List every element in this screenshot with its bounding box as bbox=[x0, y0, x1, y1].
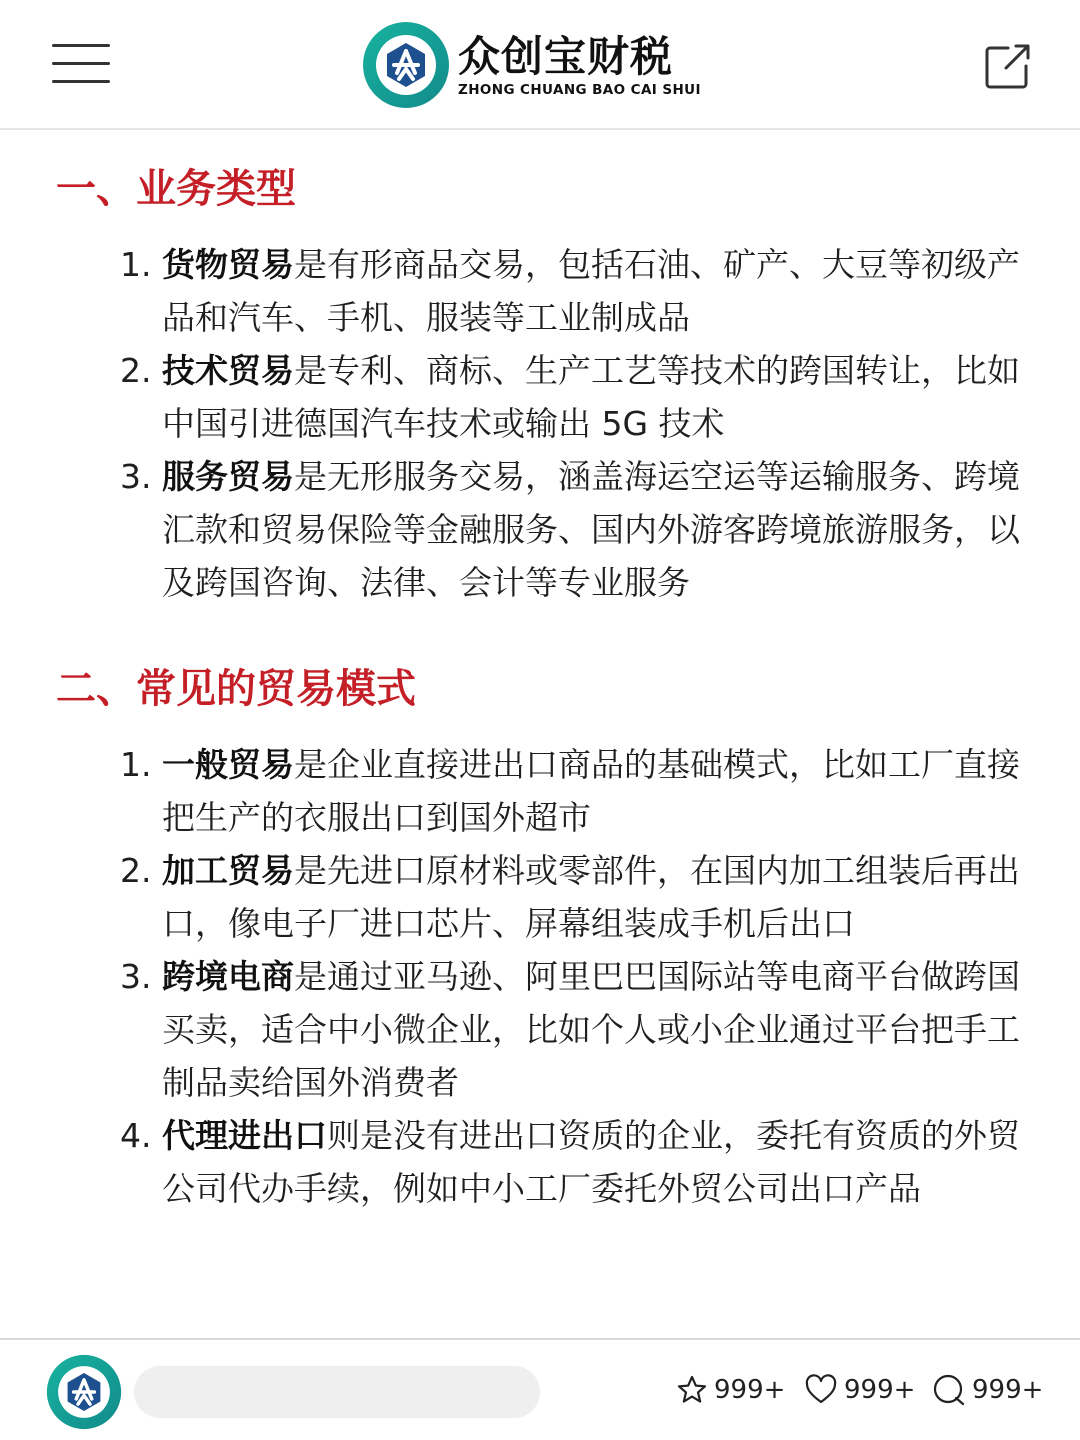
list-item-text: 是专利、商标、生产工艺等技术的跨国转让，比如中国引进德国汽车技术或输出 5G 技术 bbox=[162, 351, 1020, 443]
list-item-text: 是无形服务交易，涵盖海运空运等运输服务、跨境汇款和贸易保险等金融服务、国内外游客跨境旅游服务，以及跨国咨询、法律、会计等专业服务 bbox=[162, 457, 1020, 602]
list-item bbox=[120, 344, 1030, 450]
brand-name-cn: 众创宝财税 bbox=[458, 32, 674, 81]
comment-count: 999+ bbox=[972, 1375, 1044, 1405]
list-item-term: 加工贸易 bbox=[162, 851, 294, 890]
list-item-number: 2. bbox=[120, 851, 152, 890]
section-title-trade-modes: 二、常见的贸易模式 bbox=[56, 666, 416, 712]
list-item-number: 1. bbox=[120, 745, 152, 784]
brand-logo-mark-icon bbox=[362, 21, 450, 109]
business-types-list bbox=[120, 238, 1030, 609]
list-item-number: 3. bbox=[120, 957, 152, 996]
list-item-number: 3. bbox=[120, 457, 152, 496]
list-item-text: 则是没有进出口资质的企业，委托有资质的外贸公司代办手续，例如中小工厂委托外贸公司出口产品 bbox=[162, 1116, 1020, 1208]
comment-button[interactable] bbox=[932, 1370, 1043, 1410]
comment-input[interactable] bbox=[134, 1366, 540, 1418]
list-item-number: 2. bbox=[120, 351, 152, 390]
list-item bbox=[120, 738, 1030, 844]
list-item-text: 是先进口原材料或零部件，在国内加工组装后再出口，像电子厂进口芯片、屏幕组装成手机后出口 bbox=[162, 851, 1020, 943]
list-item-text: 是企业直接进出口商品的基础模式，比如工厂直接把生产的衣服出口到国外超市 bbox=[162, 745, 1020, 837]
heart-icon bbox=[804, 1374, 838, 1406]
menu-icon[interactable] bbox=[52, 44, 110, 84]
list-item bbox=[120, 450, 1030, 609]
avatar[interactable] bbox=[46, 1354, 122, 1430]
list-item-number: 4. bbox=[120, 1116, 152, 1155]
list-item-term: 跨境电商 bbox=[162, 957, 294, 996]
top-bar bbox=[0, 0, 1080, 130]
brand-name-en: ZHONG CHUANG BAO CAI SHUI bbox=[458, 82, 701, 98]
list-item-number: 1. bbox=[120, 245, 152, 284]
favorite-button[interactable] bbox=[676, 1370, 785, 1410]
trade-modes-list bbox=[120, 738, 1030, 1215]
brand-logo bbox=[362, 20, 701, 110]
list-item-term: 一般贸易 bbox=[162, 745, 294, 784]
list-item-text: 是通过亚马逊、阿里巴巴国际站等电商平台做跨国买卖，适合中小微企业，比如个人或小企业通过平台把手工制品卖给国外消费者 bbox=[162, 957, 1020, 1102]
list-item-term: 服务贸易 bbox=[162, 457, 294, 496]
section-title-business-types: 一、业务类型 bbox=[56, 166, 296, 212]
list-item bbox=[120, 238, 1030, 344]
bottom-action-bar bbox=[0, 1338, 1080, 1440]
list-item bbox=[120, 1109, 1030, 1215]
like-count: 999+ bbox=[844, 1375, 916, 1405]
list-item-text: 是有形商品交易，包括石油、矿产、大豆等初级产品和汽车、手机、服装等工业制成品 bbox=[162, 245, 1020, 337]
list-item-term: 货物贸易 bbox=[162, 245, 294, 284]
list-item-term: 技术贸易 bbox=[162, 351, 294, 390]
comment-icon bbox=[932, 1373, 966, 1407]
star-icon bbox=[676, 1374, 708, 1406]
share-icon[interactable] bbox=[984, 42, 1032, 90]
list-item-term: 代理进出口 bbox=[162, 1116, 327, 1155]
like-button[interactable] bbox=[804, 1370, 915, 1410]
list-item bbox=[120, 844, 1030, 950]
article-content bbox=[0, 130, 1080, 1338]
list-item bbox=[120, 950, 1030, 1109]
favorite-count: 999+ bbox=[714, 1375, 786, 1405]
